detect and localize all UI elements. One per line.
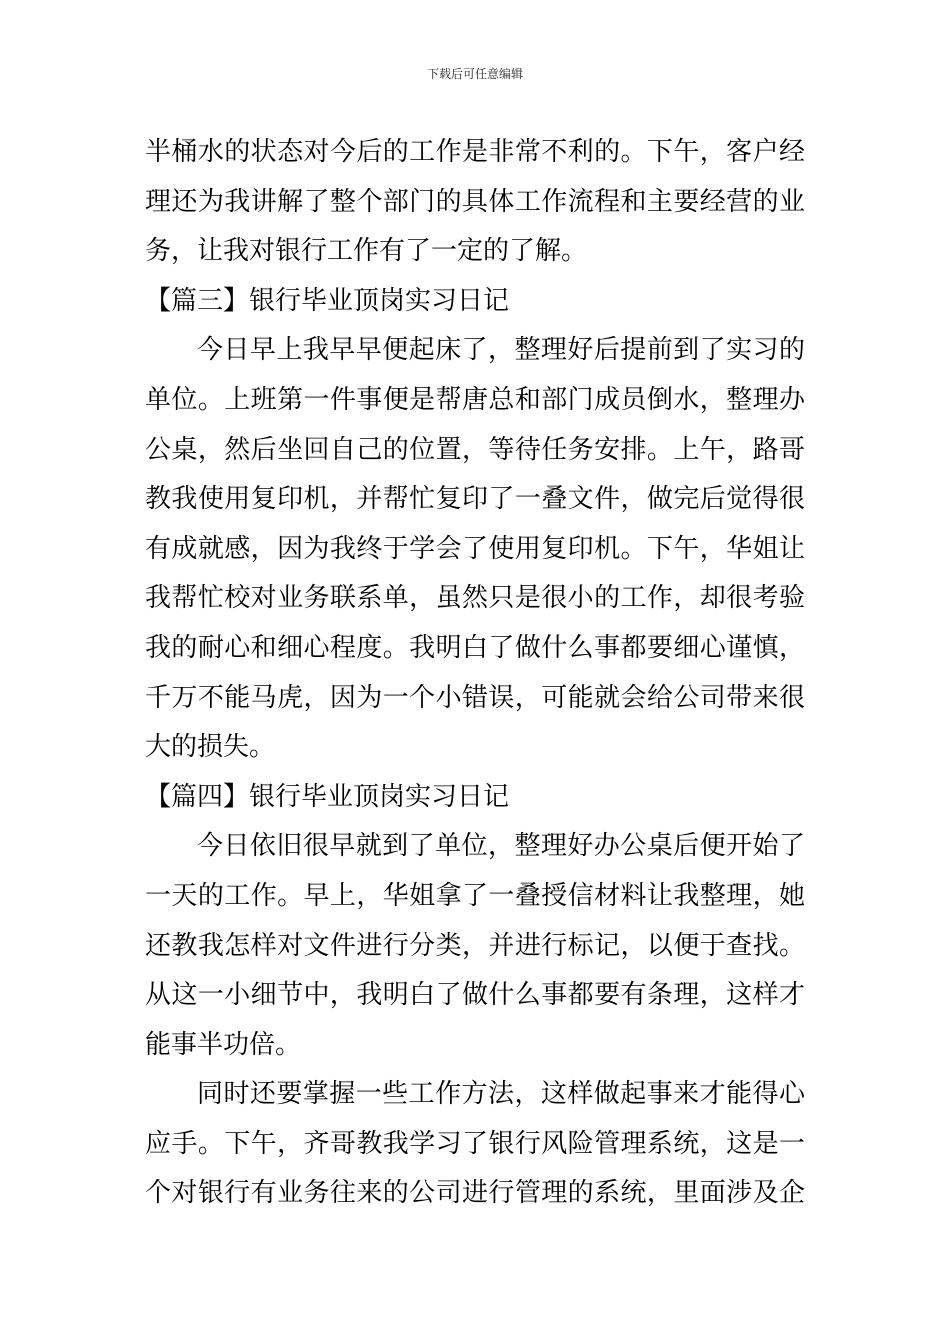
text-line: 今日依旧很早就到了单位，整理好办公桌后便开始了	[197, 831, 805, 862]
text-line: 教我使用复印机，并帮忙复印了一叠文件，做完后觉得很	[145, 484, 805, 515]
text-line: 还教我怎样对文件进行分类，并进行标记，以便于查找。	[145, 930, 805, 961]
text-line: 个对银行有业务往来的公司进行管理的系统，里面涉及企	[145, 1178, 805, 1209]
page-header: 下载后可任意编辑	[426, 67, 523, 81]
text-line: 务，让我对银行工作有了一定的了解。	[145, 236, 588, 267]
document-body	[145, 128, 805, 1219]
text-line: 千万不能马虎，因为一个小错误，可能就会给公司带来很	[145, 682, 805, 713]
text-line: 公桌，然后坐回自己的位置，等待任务安排。上午，路哥	[145, 434, 805, 465]
text-line: 我的耐心和细心程度。我明白了做什么事都要细心谨慎，	[145, 632, 805, 663]
text-line: 单位。上班第一件事便是帮唐总和部门成员倒水，整理办	[145, 384, 805, 415]
text-line: 同时还要掌握一些工作方法，这样做起事来才能得心	[197, 1079, 805, 1110]
text-line: 有成就感，因为我终于学会了使用复印机。下午，华姐让	[145, 533, 805, 564]
text-line: 理还为我讲解了整个部门的具体工作流程和主要经营的业	[145, 186, 805, 217]
text-line: 大的损失。	[145, 732, 276, 763]
text-line: 我帮忙校对业务联系单，虽然只是很小的工作，却很考验	[145, 583, 805, 614]
text-line: 一天的工作。早上，华姐拿了一叠授信材料让我整理，她	[145, 880, 805, 911]
text-line: 能事半功倍。	[145, 1029, 302, 1060]
text-line: 应手。下午，齐哥教我学习了银行风险管理系统，这是一	[145, 1128, 805, 1159]
text-line: 今日早上我早早便起床了，整理好后提前到了实习的	[197, 335, 805, 366]
text-line: 从这一小细节中，我明白了做什么事都要有条理，这样才	[145, 980, 805, 1011]
section-heading-3: 【篇三】银行毕业顶岗实习日记	[145, 285, 510, 316]
section-heading-4: 【篇四】银行毕业顶岗实习日记	[145, 781, 510, 812]
text-line: 半桶水的状态对今后的工作是非常不利的。下午，客户经	[145, 137, 805, 167]
